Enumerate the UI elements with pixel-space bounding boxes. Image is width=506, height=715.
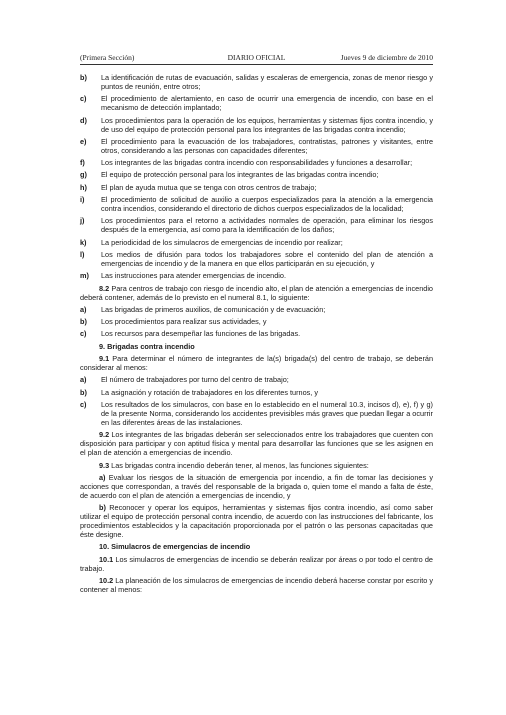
item-text: El equipo de protección personal para los integrantes de las brigadas contra incendio;: [101, 170, 379, 180]
section-number: 10.2: [99, 576, 114, 586]
item-text: El plan de ayuda mutua que se tenga con otros centros de trabajo;: [101, 182, 317, 192]
paragraph-9-2: [80, 430, 433, 457]
item-label: j): [80, 216, 85, 226]
item-text: Los integrantes de las brigadas contra incendio con responsabilidades y funciones a desarrollar;: [101, 158, 413, 168]
list-item: [80, 329, 433, 338]
plan-contents-list: [80, 73, 433, 280]
section-heading-9: 9. Brigadas contra incendio: [99, 341, 195, 351]
paragraph-10-2: [80, 576, 433, 594]
item-label: b): [80, 73, 87, 82]
section-number: 9.2: [99, 430, 110, 440]
list-item: [80, 73, 433, 91]
paragraph-9-1: [80, 354, 433, 372]
list-item: [80, 400, 433, 427]
item-text: Los procedimientos para la operación de los equipos, herramientas y sistemas fijos contra incendio, y de uso del equipo de protección personal para los integrantes de las brigadas contra incendio;: [101, 115, 433, 134]
list-item: [80, 116, 433, 134]
list-item: [80, 388, 433, 397]
document-body: [80, 73, 433, 597]
item-label: g): [80, 170, 87, 180]
running-header: [80, 53, 433, 63]
high-risk-list: [80, 305, 433, 339]
item-label: a): [80, 375, 87, 385]
list-item: [80, 195, 433, 213]
item-text: Los resultados de los simulacros, con base en lo establecido en el numeral 10.3, incisos d), e), f) y g) de la presente Norma, considerando los accidentes previsibles más graves que puedan llegar a ocurrir en las diferentes áreas de las instalaciones.: [101, 399, 433, 427]
paragraph-9-3: [80, 461, 433, 470]
item-label: a): [99, 472, 106, 482]
item-label: h): [80, 182, 87, 192]
item-text: La identificación de rutas de evacuación, salidas y escaleras de emergencia, zonas de menor riesgo y puntos de reunión, entre otros;: [101, 73, 433, 91]
paragraph-9-3-b: [80, 503, 433, 539]
item-text: Las brigadas de primeros auxilios, de comunicación y de evacuación;: [101, 304, 326, 314]
paragraph-text: Reconocer y operar los equipos, herramientas y sistemas fijos contra incendio, así como saber utilizar el equipo de protección personal contra incendio, de acuerdo con las instrucciones del fabricante, los procedimientos establecidos y la capacitación proporcionada por el patrón o las personas capacitadas que éste designe.: [80, 503, 433, 540]
item-text: El número de trabajadores por turno del centro de trabajo;: [101, 375, 289, 385]
section-number: 9.1: [99, 354, 110, 364]
paragraph-10-1: [80, 555, 433, 573]
item-text: Los procedimientos para el retorno a actividades normales de operación, para eliminar los riesgos después de la emergencia, así como para la identificación de los daños;: [101, 216, 433, 235]
item-label: c): [80, 329, 87, 339]
list-item: [80, 375, 433, 384]
list-item: [80, 183, 433, 192]
paragraph-9-3-a: [80, 473, 433, 500]
list-item: [80, 317, 433, 326]
item-label: k): [80, 237, 87, 247]
brigade-size-list: [80, 375, 433, 427]
item-label: e): [80, 136, 87, 146]
item-text: El procedimiento de alertamiento, en caso de ocurrir una emergencia de incendio, con base en el mecanismo de detección implantado;: [101, 94, 433, 113]
list-item: [80, 238, 433, 247]
section-number: 10.1: [99, 554, 114, 564]
item-text: La asignación y rotación de trabajadores en los diferentes turnos, y: [101, 387, 319, 397]
header-date: Jueves 9 de diciembre de 2010: [340, 53, 433, 62]
list-item: [80, 216, 433, 234]
item-text: El procedimiento de solicitud de auxilio a cuerpos especializados para la atención a la emergencia contra incendios, considerando el directorio de dichos cuerpos especializados de la localidad;: [101, 195, 433, 214]
section-number: 9.3: [99, 460, 110, 470]
item-label: b): [80, 317, 87, 327]
header-publication: DIARIO OFICIAL: [227, 53, 286, 62]
section-number: 8.2: [99, 283, 110, 293]
item-label: c): [80, 399, 87, 409]
list-item: [80, 250, 433, 268]
paragraph-text: Las brigadas contra incendio deberán tener, al menos, las funciones siguientes:: [109, 460, 369, 470]
item-text: El procedimiento para la evacuación de los trabajadores, contratistas, patrones y visitantes, entre otros, considerando a las personas con capacidades diferentes;: [101, 136, 433, 155]
item-text: Los medios de difusión para todos los trabajadores sobre el contenido del plan de atención a emergencias de incendio y de la manera en que ellos participarán en su ejecución, y: [101, 249, 433, 268]
header-section: (Primera Sección): [80, 53, 135, 62]
item-text: Las instrucciones para atender emergencias de incendio.: [101, 271, 286, 281]
item-label: c): [80, 94, 87, 104]
paragraph-text: Para determinar el número de integrantes de la(s) brigada(s) del centro de trabajo, se deberán considerar al menos:: [80, 354, 433, 373]
list-item: [80, 305, 433, 314]
item-label: m): [80, 271, 89, 281]
list-item: [80, 158, 433, 167]
item-text: Los procedimientos para realizar sus actividades, y: [101, 317, 267, 327]
item-text: La periodicidad de los simulacros de emergencias de incendio por realizar;: [101, 237, 343, 247]
item-label: b): [99, 503, 106, 513]
item-label: b): [80, 387, 87, 397]
paragraph-text: Evaluar los riesgos de la situación de emergencia por incendio, a fin de tomar las decisiones y acciones que correspondan, a través del responsable de la brigada o, quien tome el mando a falta de éste, de acuerdo con el plan de atención a emergencias de incendio, y: [80, 472, 433, 500]
paragraph-text: La planeación de los simulacros de emergencias de incendio deberá hacerse constar por escrito y contener al menos:: [80, 576, 433, 595]
item-label: a): [80, 304, 87, 314]
section-heading-10: 10. Simulacros de emergencias de incendio: [99, 542, 251, 552]
item-text: Los recursos para desempeñar las funciones de las brigadas.: [101, 329, 301, 339]
paragraph-text: Los integrantes de las brigadas deberán ser seleccionados entre los trabajadores que cuenten con disposición para participar y con aptitud física y mental para desarrollar las funciones que se les asignen en el plan de atención a emergencias de incendio.: [80, 430, 433, 458]
item-label: l): [80, 249, 85, 259]
list-item: [80, 271, 433, 280]
paragraph-text: Para centros de trabajo con riesgo de incendio alto, el plan de atención a emergencias de incendio deberá contener, además de lo previsto en el numeral 8.1, lo siguiente:: [80, 283, 433, 302]
item-label: d): [80, 115, 87, 125]
header-rule: [80, 64, 433, 65]
paragraph-text: Los simulacros de emergencias de incendio se deberán realizar por áreas o por todo el centro de trabajo.: [80, 554, 433, 573]
item-label: i): [80, 195, 85, 205]
list-item: [80, 137, 433, 155]
list-item: [80, 94, 433, 112]
list-item: [80, 170, 433, 179]
paragraph-8-2: [80, 284, 433, 302]
item-label: f): [80, 158, 85, 168]
